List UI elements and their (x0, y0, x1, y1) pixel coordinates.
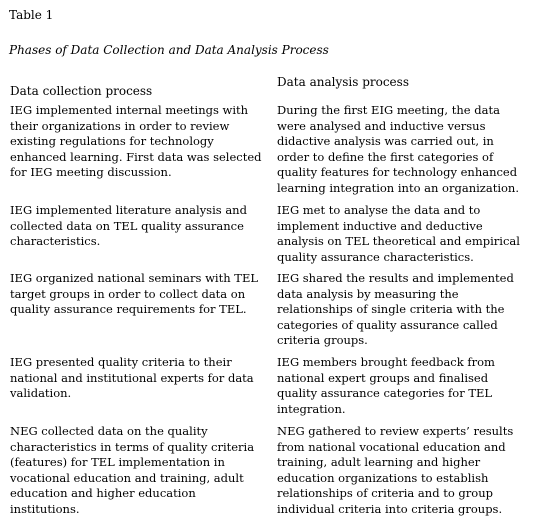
text-line: validation. (10, 386, 72, 401)
text-line: NEG gathered to review experts’ results (277, 424, 514, 438)
table-title: Phases of Data Collection and Data Analysis Process (9, 43, 329, 57)
header-data-collection: Data collection process (10, 84, 153, 98)
text-line: enhanced learning. First data was selected (10, 149, 262, 164)
text-line: education organizations to establish (277, 470, 489, 485)
row-2-analysis-cell (277, 203, 520, 265)
text-line: training, adult learning and higher (277, 455, 481, 470)
text-line: analysis on TEL theoretical and empirical (277, 234, 520, 249)
text-line: were analysed and inductive versus (277, 118, 486, 133)
text-line: IEG presented quality criteria to their (10, 355, 232, 369)
text-line: existing regulations for technology (10, 134, 214, 149)
text-line: IEG met to analyse the data and to (277, 203, 481, 217)
text-line: IEG members brought feedback from (277, 355, 495, 369)
row-1-collection-cell (10, 103, 262, 181)
header-data-analysis: Data analysis process (277, 75, 409, 89)
text-line: target groups in order to collect data on (10, 286, 246, 301)
row-1-analysis-cell (277, 103, 519, 197)
text-line: for IEG meeting discussion. (10, 165, 172, 180)
row-3-collection-cell (10, 271, 258, 318)
text-line: education and higher education (10, 486, 196, 501)
row-4-collection-cell (10, 355, 254, 402)
row-3-analysis-cell (277, 271, 514, 349)
text-line: relationships of criteria and to group (277, 486, 493, 501)
row-4-analysis-cell (277, 355, 495, 417)
text-line: institutions. (10, 501, 80, 516)
text-line: vocational education and training, adult (10, 470, 244, 485)
text-line: quality features for technology enhanced (277, 165, 518, 180)
text-line: collected data on TEL quality assurance (10, 218, 244, 233)
text-line: integration. (277, 401, 346, 416)
text-line: quality assurance requirements for TEL. (10, 302, 247, 317)
table-label: Table 1 (9, 8, 54, 22)
text-line: national expert groups and finalised (277, 370, 489, 385)
text-line: IEG shared the results and implemented (277, 271, 514, 285)
text-line: criteria groups. (277, 333, 368, 348)
text-line: their organizations in order to review (10, 118, 230, 133)
text-line: IEG implemented internal meetings with (10, 103, 249, 117)
text-line: categories of quality assurance called (277, 317, 498, 332)
text-line: (features) for TEL implementation in (10, 455, 225, 470)
row-2-collection-cell (10, 203, 247, 250)
text-line: relationships of single criteria with the (277, 302, 505, 317)
row-5-collection-cell (10, 424, 254, 518)
text-line: didactive analysis was carried out, in (277, 134, 494, 149)
text-line: from national vocational education and (277, 439, 506, 454)
text-line: NEG collected data on the quality (10, 424, 208, 438)
text-line: characteristics. (10, 234, 101, 249)
row-5-analysis-cell (277, 424, 513, 518)
text-line: IEG organized national seminars with TEL (10, 271, 258, 285)
text-line: individual criteria into criteria groups. (277, 501, 503, 516)
text-line: characteristics in terms of quality criteria (10, 439, 255, 454)
text-line: learning integration into an organization. (277, 180, 519, 195)
text-line: quality assurance categories for TEL (277, 386, 493, 401)
text-line: quality assurance characteristics. (277, 249, 474, 264)
text-line: data analysis by measuring the (277, 286, 459, 301)
text-line: IEG implemented literature analysis and (10, 203, 247, 217)
text-line: order to define the first categories of (277, 149, 494, 164)
text-line: national and institutional experts for data (10, 370, 254, 385)
text-line: During the first EIG meeting, the data (277, 103, 500, 117)
text-line: implement inductive and deductive (277, 218, 483, 233)
